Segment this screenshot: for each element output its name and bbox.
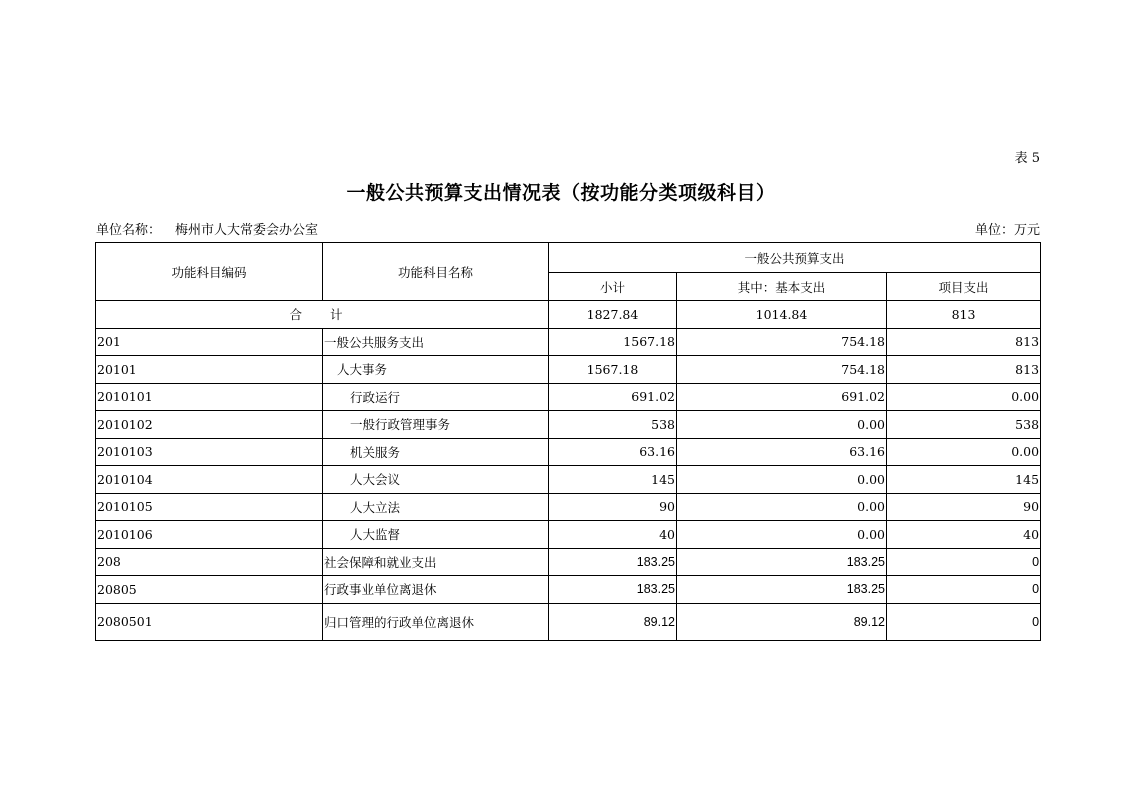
total-project: 813 <box>887 301 1041 329</box>
row-name: 社会保障和就业支出 <box>323 548 549 576</box>
total-basic: 1014.84 <box>677 301 887 329</box>
header-group: 一般公共预算支出 <box>549 243 1041 273</box>
row-code: 2010105 <box>96 493 323 521</box>
table-row <box>96 328 1041 356</box>
row-project: 538 <box>887 411 1041 439</box>
row-project: 813 <box>887 328 1041 356</box>
row-subtotal: 145 <box>549 466 677 494</box>
row-basic: 183.25 <box>677 576 887 604</box>
row-code: 2010106 <box>96 521 323 549</box>
total-subtotal: 1827.84 <box>549 301 677 329</box>
row-project: 145 <box>887 466 1041 494</box>
row-name: 一般公共服务支出 <box>323 328 549 356</box>
table-row <box>96 521 1041 549</box>
row-name: 行政运行 <box>323 383 549 411</box>
unit-name-label: 单位名称： <box>96 223 162 238</box>
table-row <box>96 411 1041 439</box>
table-row <box>96 493 1041 521</box>
unit-name-value: 梅州市人大常委会办公室 <box>175 223 319 238</box>
row-project: 0.00 <box>887 383 1041 411</box>
row-subtotal: 90 <box>549 493 677 521</box>
row-project: 40 <box>887 521 1041 549</box>
table-row <box>96 466 1041 494</box>
row-name: 人大监督 <box>323 521 549 549</box>
table-row <box>96 576 1041 604</box>
header-row <box>96 243 1041 273</box>
table-number: 表 5 <box>1014 151 1040 166</box>
row-subtotal: 1567.18 <box>549 356 677 384</box>
currency-unit: 单位：万元 <box>974 223 1040 238</box>
row-subtotal: 538 <box>549 411 677 439</box>
row-basic: 183.25 <box>677 548 887 576</box>
row-code: 2010104 <box>96 466 323 494</box>
row-code: 20805 <box>96 576 323 604</box>
row-subtotal: 691.02 <box>549 383 677 411</box>
total-label: 合 计 <box>96 301 549 329</box>
table-row <box>96 383 1041 411</box>
row-basic: 691.02 <box>677 383 887 411</box>
header-name: 功能科目名称 <box>323 243 549 301</box>
row-code: 2010101 <box>96 383 323 411</box>
row-name: 行政事业单位离退休 <box>323 576 549 604</box>
table-row <box>96 438 1041 466</box>
row-project: 0 <box>887 548 1041 576</box>
row-basic: 89.12 <box>677 603 887 640</box>
row-basic: 0.00 <box>677 493 887 521</box>
row-basic: 754.18 <box>677 356 887 384</box>
row-name: 人大立法 <box>323 493 549 521</box>
unit-name <box>96 219 318 238</box>
budget-table <box>95 242 1041 641</box>
table-row <box>96 356 1041 384</box>
row-name: 归口管理的行政单位离退休 <box>323 603 549 640</box>
row-basic: 63.16 <box>677 438 887 466</box>
row-project: 0.00 <box>887 438 1041 466</box>
row-name: 一般行政管理事务 <box>323 411 549 439</box>
row-subtotal: 63.16 <box>549 438 677 466</box>
row-name: 人大事务 <box>323 356 549 384</box>
row-code: 208 <box>96 548 323 576</box>
row-basic: 754.18 <box>677 328 887 356</box>
row-code: 2080501 <box>96 603 323 640</box>
row-name: 机关服务 <box>323 438 549 466</box>
row-subtotal: 183.25 <box>549 576 677 604</box>
row-project: 90 <box>887 493 1041 521</box>
row-subtotal: 40 <box>549 521 677 549</box>
table-row <box>96 603 1041 640</box>
header-subtotal: 小计 <box>549 273 677 301</box>
table-row <box>96 548 1041 576</box>
total-row <box>96 301 1041 329</box>
row-code: 2010102 <box>96 411 323 439</box>
row-basic: 0.00 <box>677 466 887 494</box>
row-code: 2010103 <box>96 438 323 466</box>
header-project: 项目支出 <box>887 273 1041 301</box>
row-basic: 0.00 <box>677 411 887 439</box>
header-code: 功能科目编码 <box>96 243 323 301</box>
row-name: 人大会议 <box>323 466 549 494</box>
row-subtotal: 89.12 <box>549 603 677 640</box>
page-title: 一般公共预算支出情况表（按功能分类项级科目） <box>346 182 776 204</box>
row-project: 0 <box>887 603 1041 640</box>
row-subtotal: 183.25 <box>549 548 677 576</box>
row-subtotal: 1567.18 <box>549 328 677 356</box>
row-project: 0 <box>887 576 1041 604</box>
row-basic: 0.00 <box>677 521 887 549</box>
header-basic: 其中：基本支出 <box>677 273 887 301</box>
row-project: 813 <box>887 356 1041 384</box>
row-code: 201 <box>96 328 323 356</box>
row-code: 20101 <box>96 356 323 384</box>
